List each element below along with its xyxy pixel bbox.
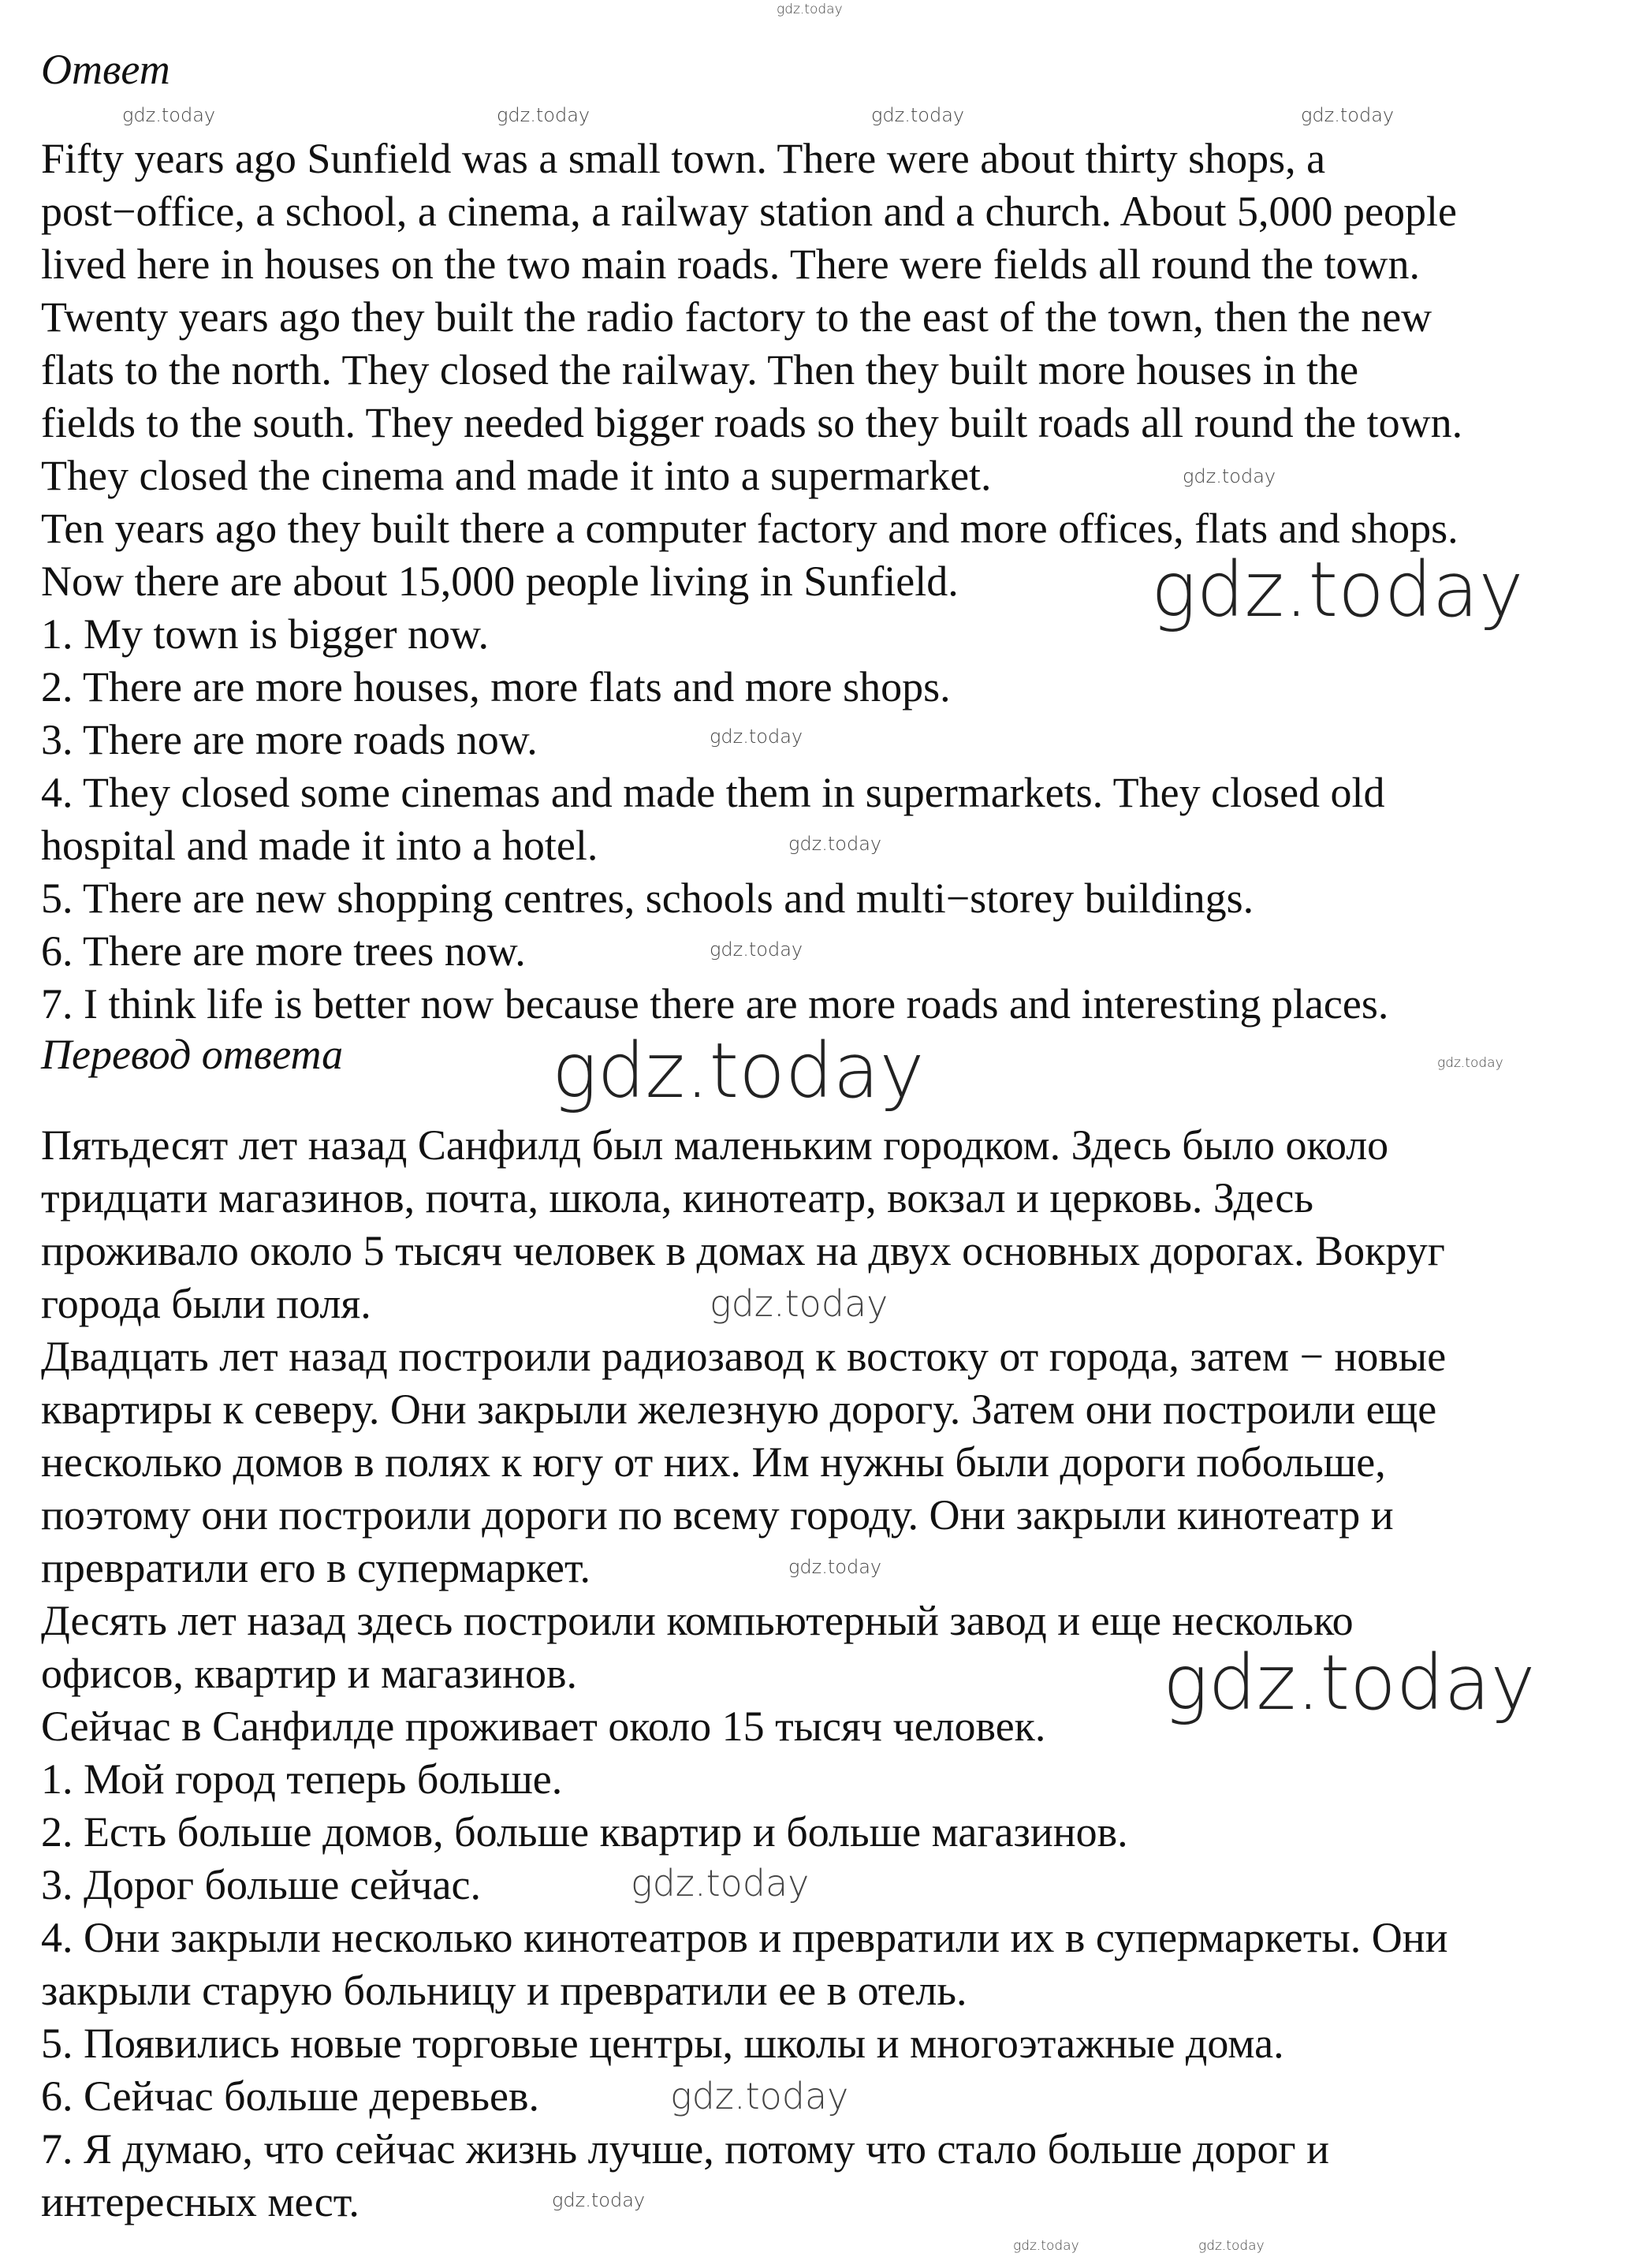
watermark: gdz.today (1301, 104, 1395, 126)
text-line: 1. My town is bigger now. (41, 610, 489, 658)
watermark: gdz.today (788, 833, 882, 855)
watermark: gdz.today (497, 104, 590, 126)
text-line: Десять лет назад здесь построили компьютерный завод и еще несколько (41, 1597, 1354, 1644)
watermark: gdz.today (1163, 1639, 1536, 1727)
watermark: gdz.today (1437, 1055, 1503, 1071)
watermark: gdz.today (710, 726, 803, 748)
text-line: превратили его в супермаркет. (41, 1544, 591, 1591)
text-line: post−office, a school, a cinema, a railway station and a church. About 5,000 people (41, 188, 1457, 235)
text-line: несколько домов в полях к югу от них. Им нужны были дороги побольше, (41, 1438, 1386, 1486)
text-line: офисов, квартир и магазинов. (41, 1650, 578, 1697)
text-line: fields to the south. They needed bigger roads so they built roads all round the town. (41, 399, 1463, 446)
text-line: Now there are about 15,000 people living in Sunfield. (41, 558, 959, 605)
text-line: 6. There are more trees now. (41, 927, 526, 975)
watermark: gdz.today (788, 1556, 882, 1578)
text-line: Fifty years ago Sunfield was a small town. There were about thirty shops, a (41, 135, 1326, 182)
text-line: 7. I think life is better now because there are more roads and interesting places. (41, 980, 1389, 1028)
translation-heading: Перевод ответа (41, 1031, 344, 1078)
text-line: города были поля. (41, 1280, 371, 1327)
text-line: Пятьдесят лет назад Санфилд был маленьким городком. Здесь было около (41, 1121, 1389, 1169)
watermark: gdz.today (670, 2075, 849, 2117)
text-line: 3. There are more roads now. (41, 716, 538, 763)
watermark: gdz.today (777, 2, 843, 17)
text-line: Twenty years ago they built the radio factory to the east of the town, then the new (41, 293, 1432, 341)
text-line: 2. Есть больше домов, больше квартир и больше магазинов. (41, 1808, 1128, 1856)
text-line: Двадцать лет назад построили радиозавод к востоку от города, затем − новые (41, 1333, 1447, 1380)
text-line: 4. They closed some cinemas and made them in supermarkets. They closed old (41, 769, 1385, 816)
text-line: flats to the north. They closed the railway. Then they built more houses in the (41, 346, 1359, 394)
text-line: 7. Я думаю, что сейчас жизнь лучше, потому что стало больше дорог и (41, 2125, 1330, 2173)
text-line: 5. Появились новые торговые центры, школы и многоэтажные дома. (41, 2020, 1284, 2067)
watermark: gdz.today (710, 938, 803, 961)
watermark: gdz.today (1151, 546, 1524, 634)
text-line: 4. Они закрыли несколько кинотеатров и превратили их в супермаркеты. Они (41, 1914, 1448, 1961)
text-line: 6. Сейчас больше деревьев. (41, 2072, 540, 2120)
watermark: gdz.today (1183, 465, 1276, 487)
text-line: Сейчас в Санфилде проживает около 15 тысяч человек. (41, 1703, 1046, 1750)
watermark: gdz.today (552, 2189, 646, 2211)
text-line: квартиры к северу. Они закрыли железную дорогу. Затем они построили еще (41, 1386, 1437, 1433)
text-line: 3. Дорог больше сейчас. (41, 1861, 481, 1908)
watermark: gdz.today (1198, 2238, 1265, 2254)
watermark: gdz.today (871, 104, 965, 126)
text-line: hospital and made it into a hotel. (41, 822, 598, 869)
watermark: gdz.today (710, 1282, 889, 1325)
watermark: gdz.today (122, 104, 216, 126)
watermark: gdz.today (1013, 2238, 1079, 2254)
text-line: Ten years ago they built there a computer factory and more offices, flats and shops. (41, 505, 1458, 552)
text-line: интересных мест. (41, 2178, 360, 2225)
text-line: 1. Мой город теперь больше. (41, 1755, 563, 1803)
text-line: поэтому они построили дороги по всему городу. Они закрыли кинотеатр и (41, 1491, 1394, 1539)
text-line: 2. There are more houses, more flats and more shops. (41, 663, 951, 711)
text-line: тридцати магазинов, почта, школа, кинотеатр, вокзал и церковь. Здесь (41, 1174, 1313, 1222)
text-line: закрыли старую больницу и превратили ее в отель. (41, 1967, 967, 2014)
text-line: 5. There are new shopping centres, schools and multi−storey buildings. (41, 875, 1254, 922)
watermark: gdz.today (631, 1862, 810, 1904)
answer-heading: Ответ (41, 46, 170, 93)
text-line: проживало около 5 тысяч человек в домах на двух основных дорогах. Вокруг (41, 1227, 1445, 1274)
watermark: gdz.today (552, 1027, 925, 1115)
text-line: They closed the cinema and made it into a supermarket. (41, 452, 992, 499)
text-line: lived here in houses on the two main roads. There were fields all round the town. (41, 241, 1421, 288)
